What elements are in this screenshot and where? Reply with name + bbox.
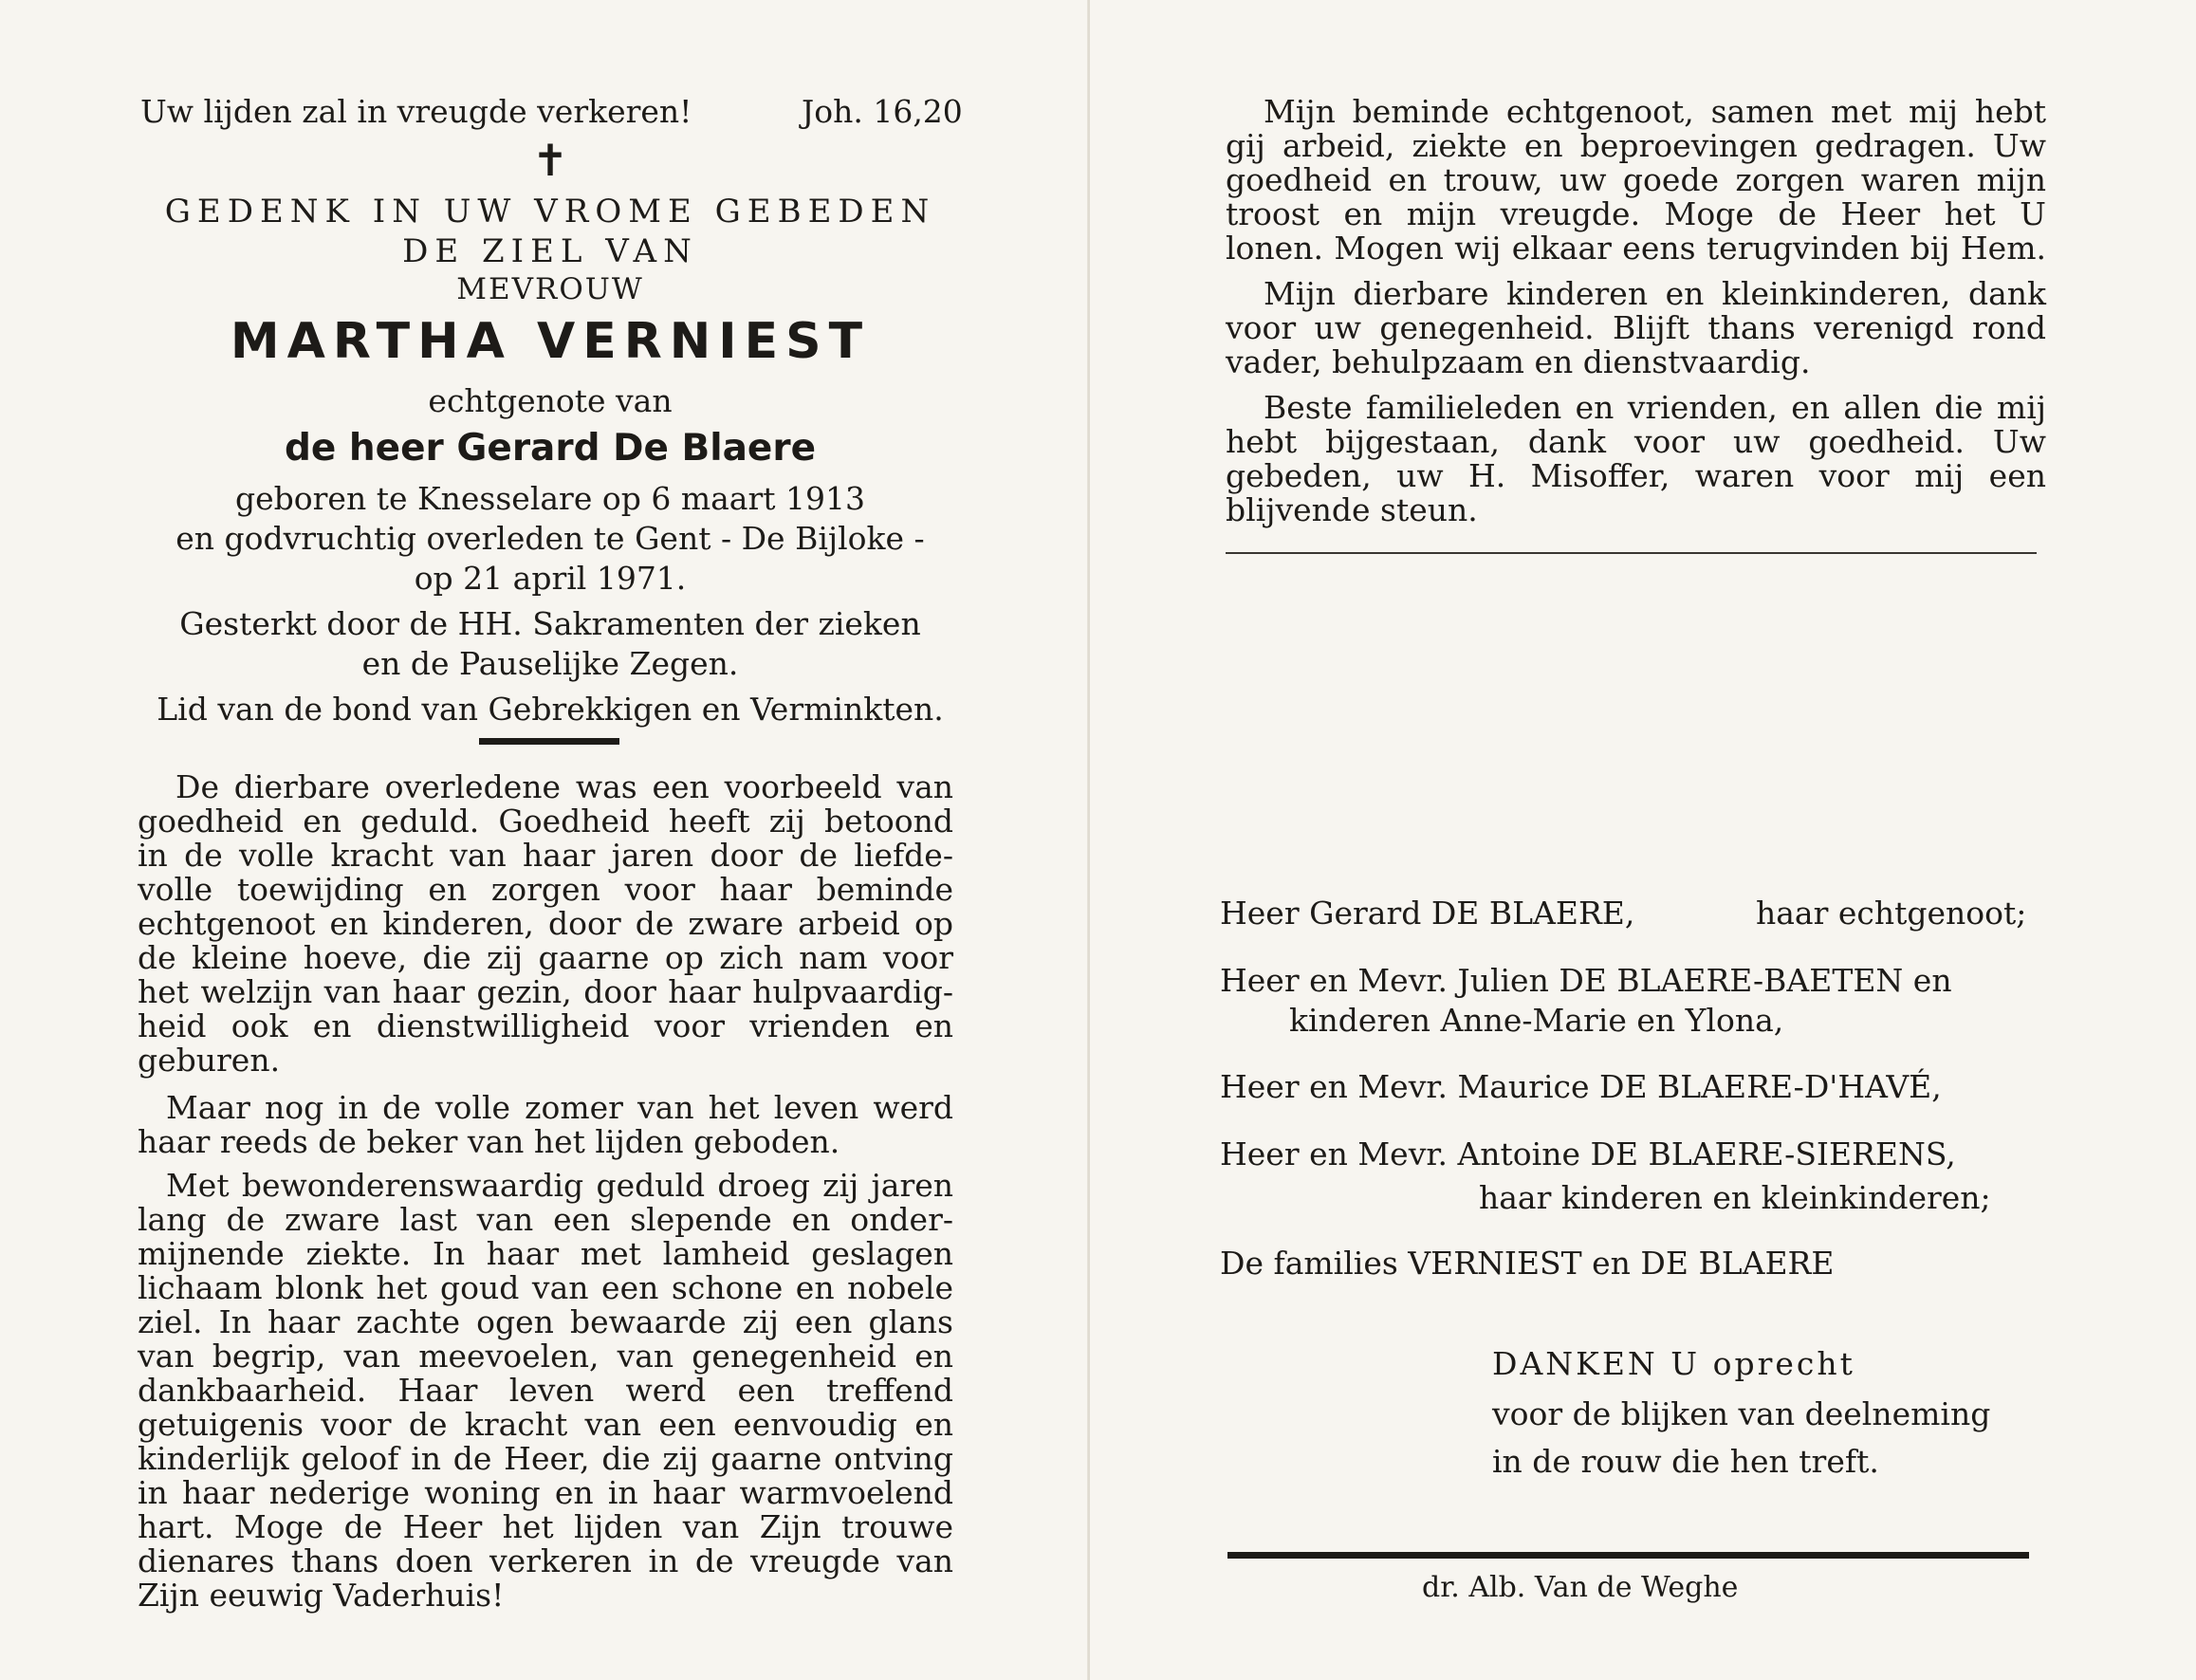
text-line: mijnende ziekte. In haar met lamheid geslagen: [138, 1235, 953, 1272]
family-names: De families VERNIEST en DE BLAERE: [1220, 1245, 1835, 1282]
membership-line: Lid van de bond van Gebrekkigen en Verminkten.: [157, 691, 944, 728]
biography-paragraph-3: [138, 1169, 953, 1613]
text-line: Beste familieleden en vrienden, en allen die mij: [1264, 389, 2046, 426]
biography-paragraph-1: [138, 770, 953, 1078]
family-husband-name: Heer Gerard DE BLAERE,: [1220, 895, 1635, 932]
text-line: hart. Moge de Heer het lijden van Zijn trouwe: [138, 1508, 953, 1545]
text-line: het welzijn van haar gezin, door haar hulpvaardig-: [138, 973, 953, 1010]
text-line: echtgenoot en kinderen, door de zware arbeid op: [138, 905, 953, 942]
header-line-1: GEDENK IN UW VROME GEBEDEN: [164, 193, 936, 231]
header-line-3: MEVROUW: [456, 272, 644, 306]
text-line: dankbaarheid. Haar leven werd een treffend: [138, 1372, 953, 1409]
text-line: gij arbeid, ziekte en beproevingen gedragen. Uw: [1226, 127, 2046, 164]
text-line: volle toewijding en zorgen voor haar beminde: [138, 871, 953, 908]
text-line: goedheid en trouw, uw goede zorgen waren mijn: [1226, 161, 2046, 198]
thanks-line-2: voor de blijken van deelneming: [1492, 1395, 1991, 1432]
text-line: de kleine hoeve, die zij gaarne op zich nam voor: [138, 939, 953, 976]
birth-line: geboren te Knesselare op 6 maart 1913: [235, 480, 865, 517]
text-line: lichaam blonk het goud van een schone en nobele: [138, 1269, 953, 1306]
family-julien: Heer en Mevr. Julien DE BLAERE-BAETEN en: [1220, 962, 1952, 999]
thanks-line-1: DANKEN U oprecht: [1492, 1345, 1855, 1382]
text-line: troost en mijn vreugde. Moge de Heer het U: [1226, 195, 2046, 232]
text-line: haar reeds de beker van het lijden geboden.: [138, 1123, 840, 1160]
cross-icon: ✝: [531, 135, 569, 186]
text-line: Mijn beminde echtgenoot, samen met mij hebt: [1264, 93, 2046, 130]
spouse-intro: echtgenote van: [428, 382, 673, 419]
left-panel: [0, 0, 1090, 1680]
epigraph-text: Uw lijden zal in vreugde verkeren!: [140, 93, 692, 130]
text-line: in de volle kracht van haar jaren door de liefde-: [138, 837, 953, 874]
sacraments-line-2: en de Pauselijke Zegen.: [361, 645, 739, 682]
death-date-line: op 21 april 1971.: [414, 560, 687, 597]
thanks-line-3: in de rouw die hen treft.: [1492, 1443, 1879, 1480]
family-antoine: Heer en Mevr. Antoine DE BLAERE-SIERENS,: [1220, 1135, 1956, 1172]
text-line: lang de zware last van een slepende en onder-: [138, 1201, 953, 1238]
divider: [479, 738, 619, 745]
header-line-2: DE ZIEL VAN: [402, 232, 698, 270]
spouse-name: de heer Gerard De Blaere: [284, 427, 817, 470]
text-line: goedheid en geduld. Goedheid heeft zij betoond: [138, 803, 953, 840]
text-line: Met bewonderenswaardig geduld droeg zij jaren: [166, 1167, 953, 1204]
text-line: van begrip, van meevoelen, van genegenheid en: [138, 1338, 953, 1375]
printer-credit: dr. Alb. Van de Weghe: [1422, 1571, 1739, 1604]
text-line: getuigenis voor de kracht van een eenvoudig en: [138, 1406, 953, 1443]
bottom-rule: [1227, 1552, 2029, 1559]
family-children-summary: haar kinderen en kleinkinderen;: [1479, 1179, 1991, 1216]
family-maurice: Heer en Mevr. Maurice DE BLAERE-D'HAVÉ,: [1220, 1068, 1942, 1105]
text-line: blijvende steun.: [1226, 491, 1478, 528]
text-line: heid ook en dienstwilligheid voor vrienden en: [138, 1007, 953, 1044]
text-line: Maar nog in de volle zomer van het leven werd: [166, 1089, 953, 1126]
text-line: geburen.: [138, 1042, 281, 1079]
family-julien-children: kinderen Anne-Marie en Ylona,: [1289, 1002, 1784, 1039]
right-panel: [1090, 0, 2196, 1680]
text-line: voor uw genegenheid. Blijft thans verenigd rond: [1226, 309, 2046, 346]
message-paragraph-3: [1226, 391, 2046, 527]
family-husband-relation: haar echtgenoot;: [1756, 895, 2027, 932]
text-line: Mijn dierbare kinderen en kleinkinderen, dank: [1264, 275, 2046, 312]
sacraments-line-1: Gesterkt door de HH. Sakramenten der zieken: [179, 605, 921, 642]
text-line: ziel. In haar zachte ogen bewaarde zij een glans: [138, 1303, 953, 1340]
section-divider: [1226, 552, 2037, 554]
text-line: vader, behulpzaam en dienstvaardig.: [1226, 343, 1811, 380]
text-line: dienares thans doen verkeren in de vreugde van: [138, 1542, 953, 1579]
message-paragraph-2: [1226, 277, 2046, 379]
text-line: in haar nederige woning en in haar warmvoelend: [138, 1474, 953, 1511]
text-line: Zijn eeuwig Vaderhuis!: [138, 1577, 505, 1614]
text-line: kinderlijk geloof in de Heer, die zij gaarne ontving: [138, 1440, 953, 1477]
text-line: hebt bijgestaan, dank voor uw goedheid. Uw: [1226, 423, 2046, 460]
text-line: gebeden, uw H. Misoffer, waren voor mij een: [1226, 457, 2046, 494]
text-line: De dierbare overledene was een voorbeeld van: [175, 768, 953, 805]
message-paragraph-1: [1226, 95, 2046, 266]
death-line: en godvruchtig overleden te Gent - De Bijloke -: [175, 520, 925, 557]
text-line: lonen. Mogen wij elkaar eens terugvinden bij Hem.: [1226, 230, 2046, 267]
epigraph-reference: Joh. 16,20: [802, 93, 963, 130]
biography-paragraph-2: [138, 1091, 953, 1159]
deceased-name: MARTHA VERNIEST: [230, 313, 871, 370]
